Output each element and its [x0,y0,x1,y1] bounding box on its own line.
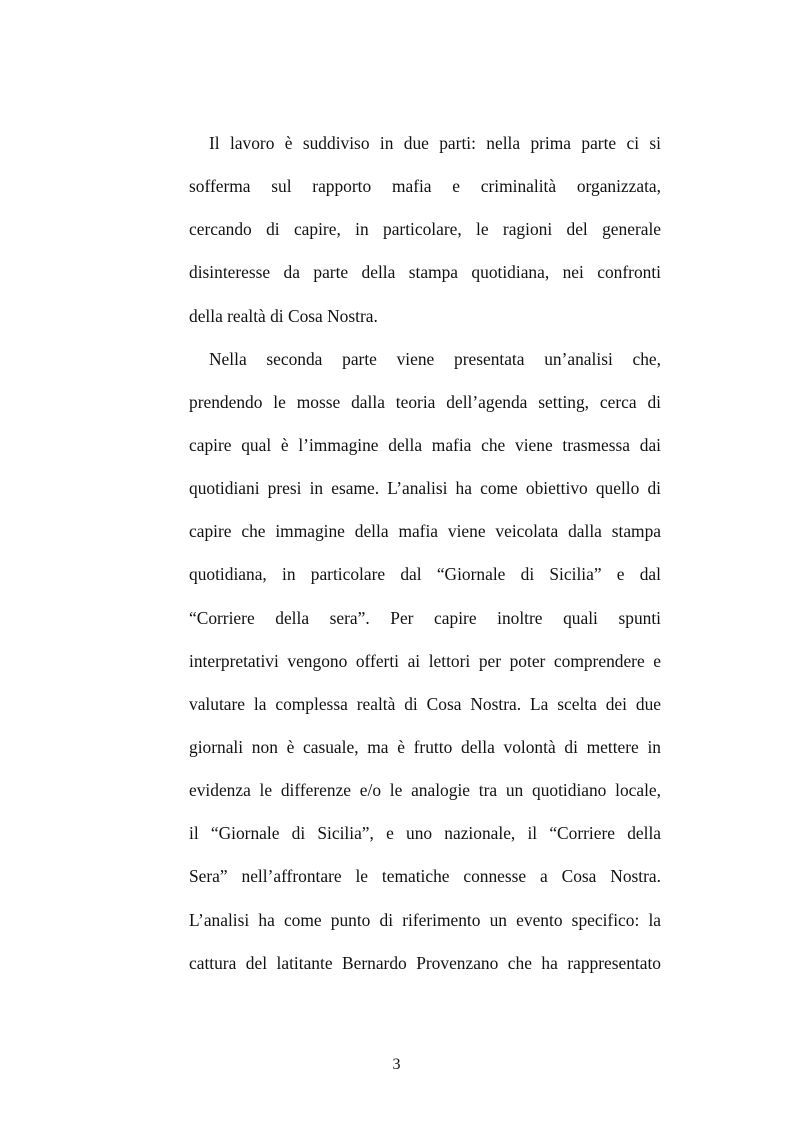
text-line: prendendo le mosse dalla teoria dell’agenda setting, cerca di [189,391,661,412]
text-line: quotidiani presi in esame. L’analisi ha come obiettivo quello di [189,478,661,499]
text-line: Nella seconda parte viene presentata un’analisi che, [209,348,661,369]
text-line: Il lavoro è suddiviso in due parti: nella prima parte ci si [209,133,661,153]
text-line: capire qual è l’immagine della mafia che viene trasmessa dai [189,434,661,455]
text-line: giornali non è casuale, ma è frutto della volontà di mettere in [189,736,661,757]
text-line: quotidiana, in particolare dal “Giornale di Sicilia” e dal [189,564,661,585]
text-line: evidenza le differenze e/o le analogie tra un quotidiano locale, [189,780,661,801]
paragraph-2 [189,338,661,985]
text-line: disinteresse da parte della stampa quotidiana, nei confronti [189,262,661,283]
text-line: Sera” nell’affrontare le tematiche connesse a Cosa Nostra. [189,866,661,887]
text-line: capire che immagine della mafia viene veicolata dalla stampa [189,521,661,542]
text-line: L’analisi ha come punto di riferimento un evento specifico: la [189,909,661,930]
paragraph-1 [189,122,661,338]
text-line: interpretativi vengono offerti ai lettori per poter comprendere e [189,650,661,671]
text-line: valutare la complessa realtà di Cosa Nostra. La scelta dei due [189,693,661,714]
body-text [189,122,661,985]
text-line: cercando di capire, in particolare, le ragioni del generale [189,219,661,240]
text-line: sofferma sul rapporto mafia e criminalità organizzata, [189,176,661,197]
page-number: 3 [392,1056,401,1073]
text-line: il “Giornale di Sicilia”, e uno nazionale, il “Corriere della [189,823,661,844]
text-line: cattura del latitante Bernardo Provenzano che ha rappresentato [189,952,661,973]
text-line: della realtà di Cosa Nostra. [189,305,378,326]
text-line: “Corriere della sera”. Per capire inoltre quali spunti [189,607,661,628]
